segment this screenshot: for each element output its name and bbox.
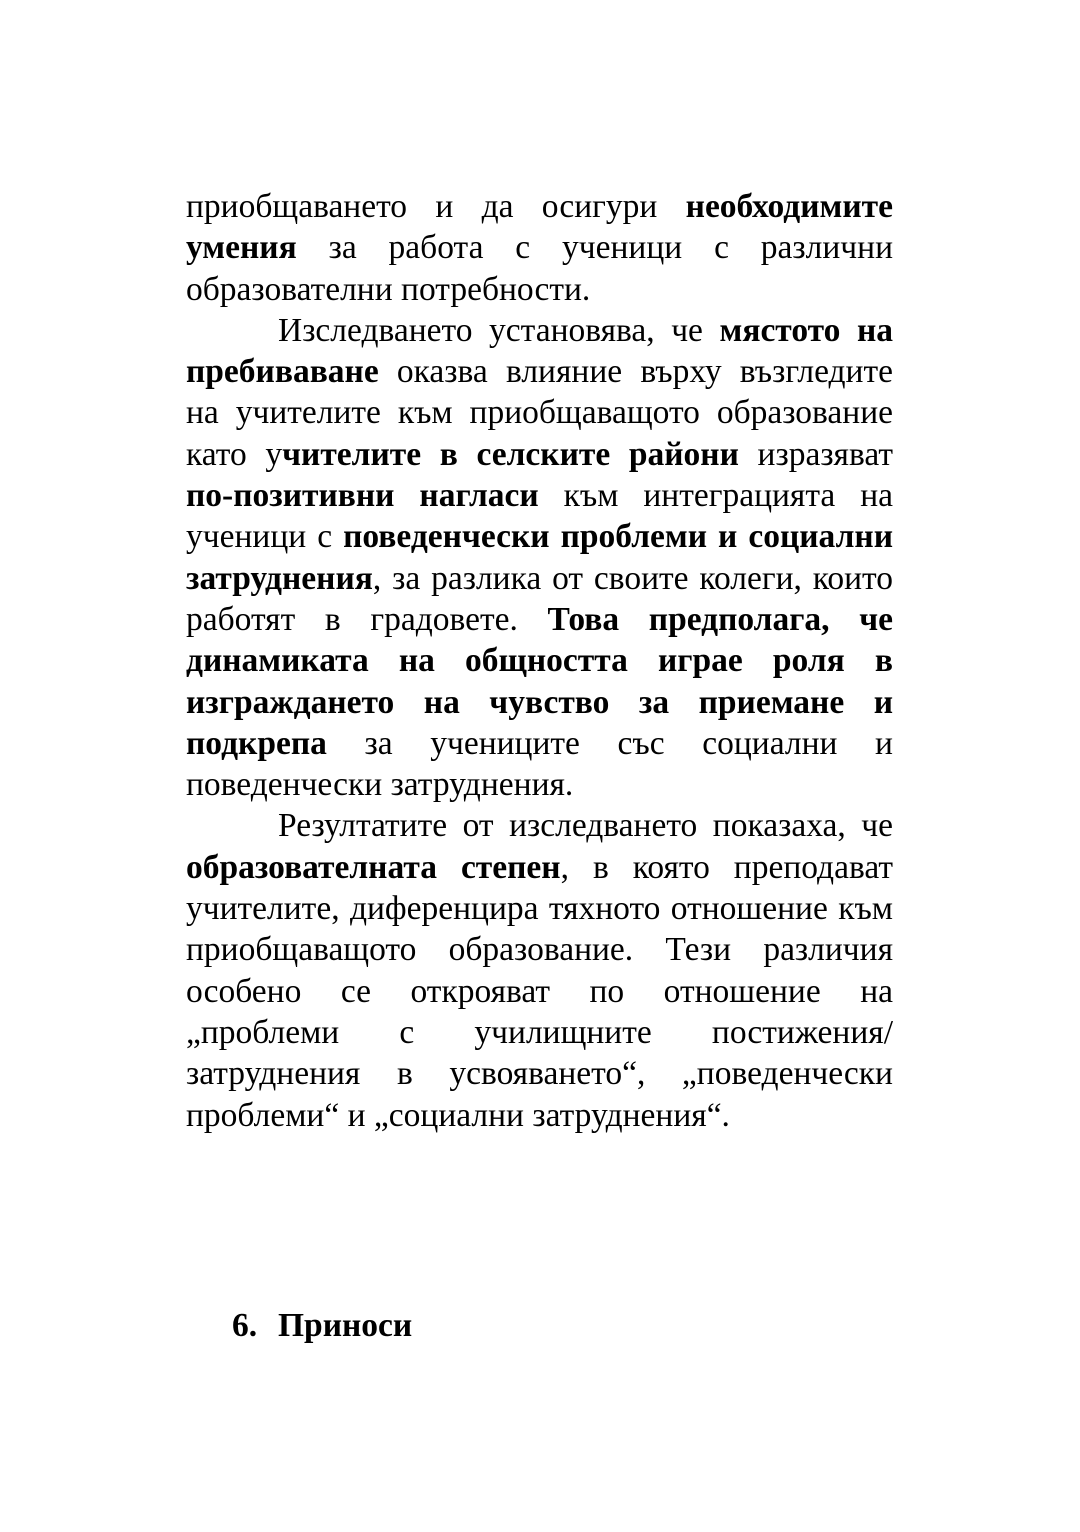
text-run: приобщаването и да осигури [186,188,686,225]
bold-run: Това предполага, че динамиката на общността играе роля в изграждането на чувство за приемане и подкрепа [186,600,893,762]
text-run: към интеграцията на ученици с [186,477,893,556]
bold-run: по-позитивни нагласи [186,477,539,515]
body-text [186,186,893,1136]
section-title: Приноси [278,1307,413,1344]
bold-run: мястото на пребиваване [186,311,894,391]
paragraph-1 [186,186,893,310]
text-run: , за разлика от своите колеги, които работят в градовете. [186,559,893,638]
text-run: изразяват [738,435,893,473]
text-run: Изследването установява, че [278,311,720,349]
paragraph-3 [186,805,893,1135]
text-run: за учениците със социални и поведенчески затруднения. [186,724,893,804]
text-run: за работа с ученици с различни образователни потребности. [186,229,893,308]
section-number: 6. [232,1307,258,1344]
bold-run: необходимите умения [186,188,893,267]
section-heading [232,1305,412,1346]
bold-run: поведенчески проблеми и социални затруднения [186,518,893,597]
text-run: Резултатите от изследването показаха, че [278,807,893,845]
text-run: оказва влияние върху възгледите на учителите към приобщаващото образование като у [186,353,893,473]
text-run: , в която преподават учителите, диференцира тяхното отношение към приобщаващото образование. Тези различия особено се открояват по отношение на „проблеми с училищните постижения/затруднения в усвояването“, „поведенчески проблеми“ и „социални затруднения“. [186,848,893,1134]
paragraph-2 [186,310,893,806]
bold-run: чителите в селските райони [282,435,739,473]
bold-run: образователната степен [186,848,561,886]
